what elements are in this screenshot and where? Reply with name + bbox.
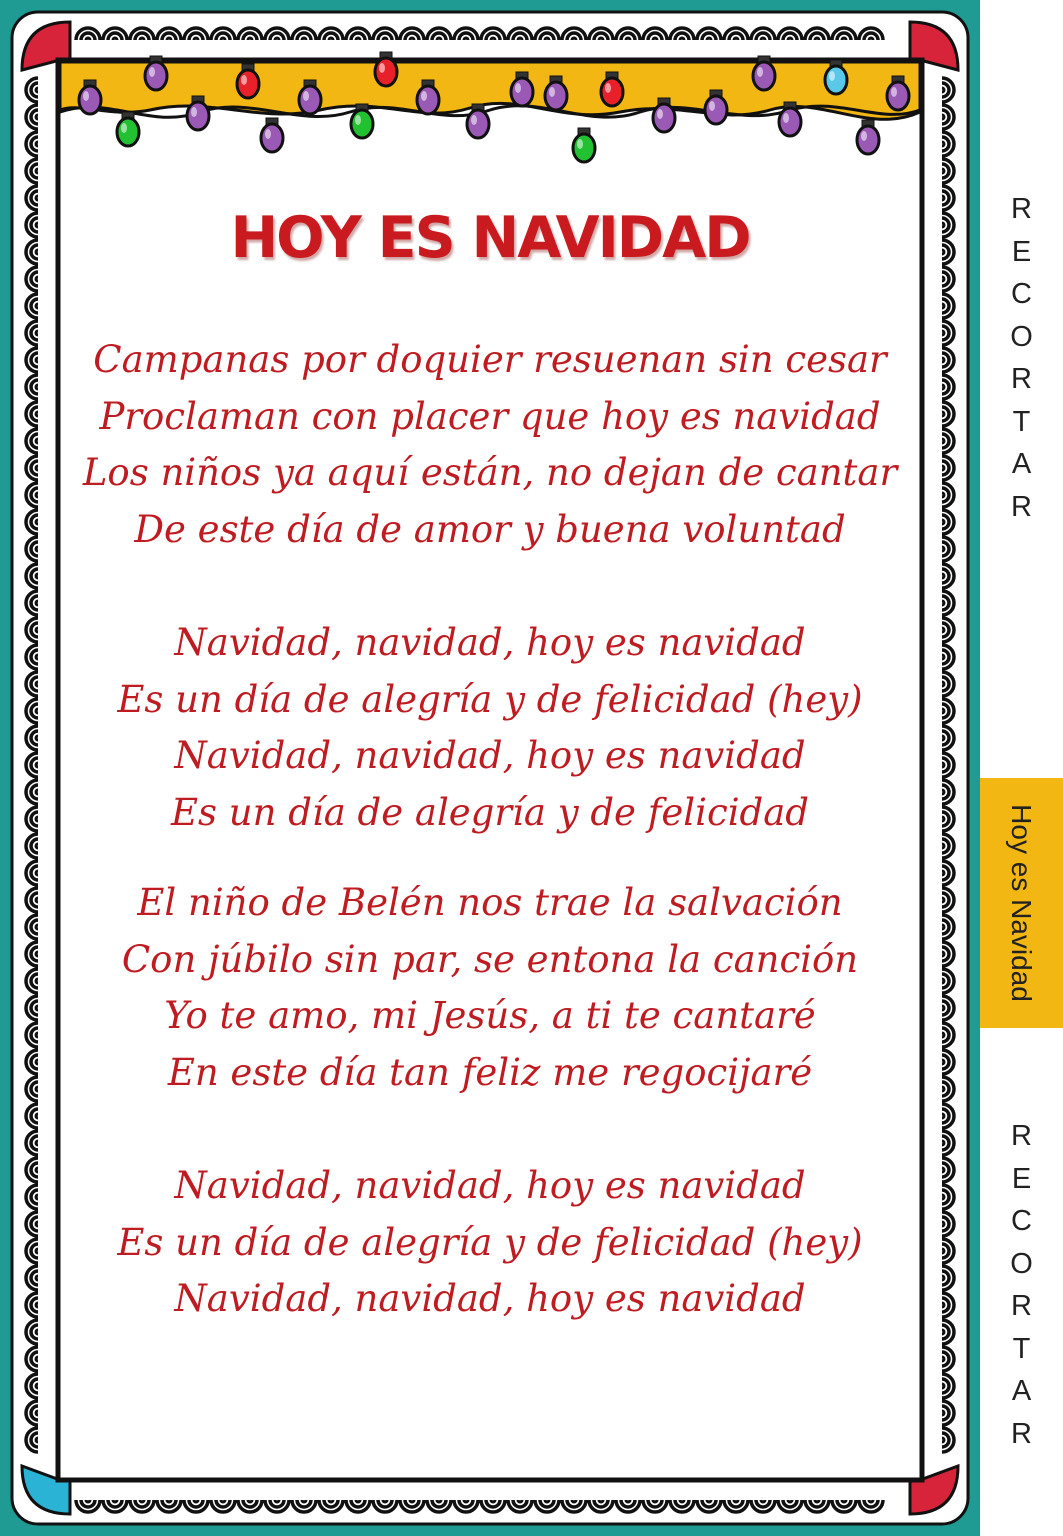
lyric-line: En este día tan feliz me regocijaré [167, 1050, 813, 1094]
lyric-line: Navidad, navidad, hoy es navidad [174, 734, 806, 777]
lyric-line: Campanas por doquier resuenan sin cesar [93, 338, 887, 381]
spine-tab-label: Hoy es Navidad [1006, 804, 1037, 1002]
cut-strip [980, 0, 1063, 1536]
lyric-line: De este día de amor y buena voluntad [134, 507, 846, 551]
chorus-1 [60, 615, 920, 841]
lyric-line: El niño de Belén nos trae la salvación [137, 881, 843, 924]
cut-letter: C [1011, 1205, 1032, 1237]
lyric-line: Yo te amo, mi Jesús, a ti te cantaré [164, 994, 816, 1037]
lyric-line: Navidad, navidad, hoy es navidad [174, 1164, 806, 1207]
lyric-line: Con júbilo sin par, se entona la canción [121, 937, 859, 981]
cut-letter: A [1011, 448, 1032, 480]
cut-letter: E [1011, 1162, 1032, 1195]
chorus-2 [60, 1158, 920, 1328]
cut-letter: T [1012, 405, 1031, 438]
cut-letter: E [1011, 235, 1032, 268]
lyric-line: Es un día de alegría y de felicidad (hey) [117, 1220, 863, 1264]
cut-letter: R [1011, 363, 1032, 395]
lyric-line: Es un día de alegría y de felicidad [171, 790, 809, 834]
lyric-line: Es un día de alegría y de felicidad (hey) [117, 677, 863, 721]
cut-letter: R [1011, 1290, 1032, 1322]
cut-letter: R [1011, 1120, 1032, 1152]
cut-letter: O [1010, 320, 1033, 353]
cut-letter: O [1010, 1247, 1033, 1280]
song-title: HOY ES NAVIDAD [230, 205, 750, 271]
lyric-line: Navidad, navidad, hoy es navidad [174, 1277, 806, 1320]
cut-letter: T [1012, 1332, 1031, 1365]
spine-tab [980, 778, 1063, 1028]
cut-letter: R [1011, 193, 1032, 225]
verse-2 [60, 875, 920, 1101]
cut-letter: C [1011, 278, 1032, 310]
verse-1 [60, 332, 920, 558]
lyric-line: Navidad, navidad, hoy es navidad [174, 621, 806, 664]
lyric-line: Los niños ya aquí están, no dejan de cantar [82, 451, 898, 494]
cut-letter: A [1011, 1375, 1032, 1407]
cut-label-bottom [980, 1115, 1063, 1455]
cut-letter: R [1011, 1417, 1032, 1450]
lyric-line: Proclaman con placer que hoy es navidad [99, 394, 881, 438]
cut-label-top [980, 188, 1063, 528]
cut-letter: R [1011, 490, 1032, 523]
